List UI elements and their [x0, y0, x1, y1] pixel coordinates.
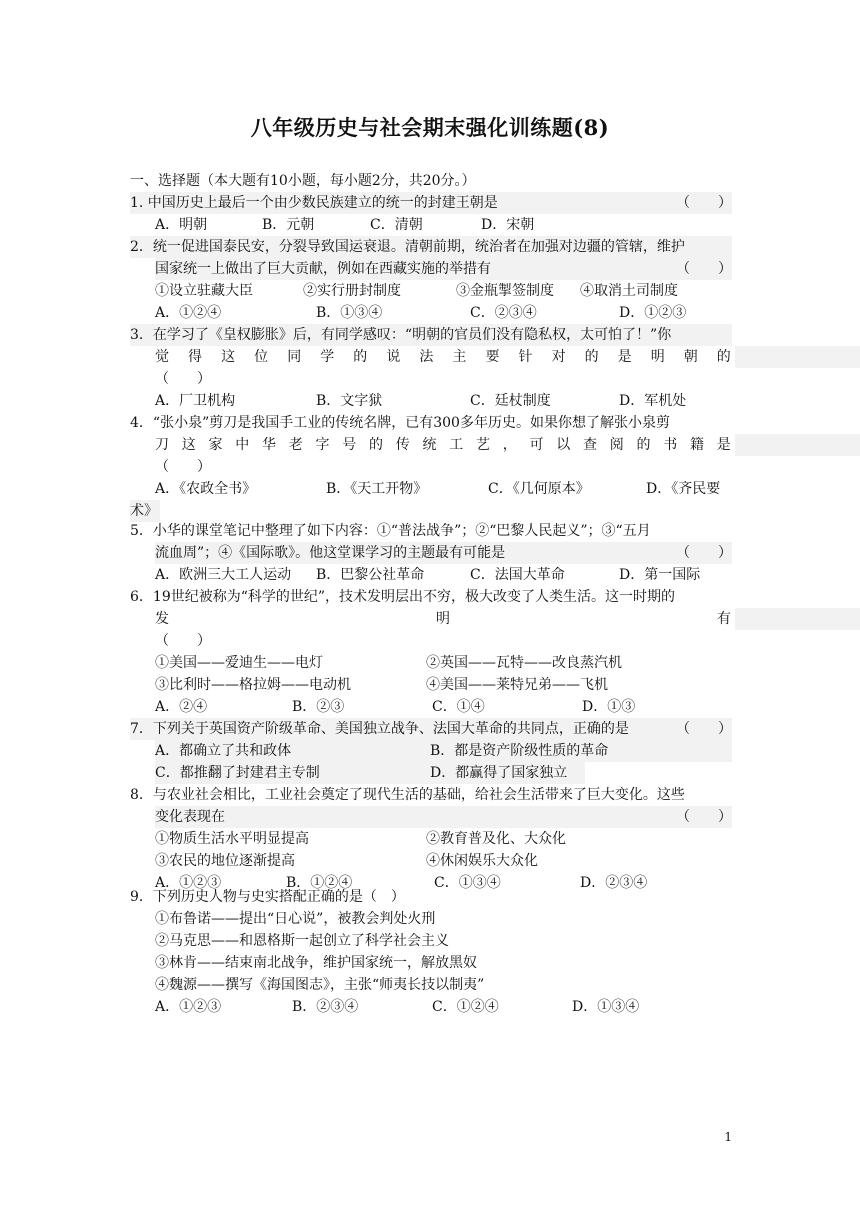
q6-item-3: ③比利时——格拉姆——电动机 [155, 677, 351, 693]
q7-option-a: A．都确立了共和政体 [155, 743, 292, 759]
q5-option-c: C．法国大革命 [470, 567, 565, 583]
q8-item-2: ②教育普及化、大众化 [426, 831, 566, 847]
q3-char: 这 [221, 349, 236, 365]
q2-option-d: D．①②③ [619, 305, 687, 321]
q4-stem-line2 [155, 434, 731, 456]
q4-char: 刀 [155, 437, 169, 453]
q3-option-b: B．文字狱 [316, 393, 383, 409]
q8-option-c: C．①③④ [434, 875, 501, 891]
q4-char: 工 [449, 437, 464, 453]
q3-char: 明 [650, 349, 665, 365]
q4-stem-line1: 4．“张小泉”剪刀是我国手工业的传统名牌，已有300多年历史。如果你想了解张小泉剪 [130, 415, 670, 431]
q3-char: 觉 [155, 349, 169, 365]
q4-char: 传 [395, 437, 410, 453]
q5-option-b: B．巴黎公社革命 [316, 567, 425, 583]
q7-option-b: B．都是资产阶级性质的革命 [430, 743, 609, 759]
q2-item-3: ③金瓶掣签制度 [456, 283, 554, 299]
q1-option-a: A．明朝 [155, 217, 208, 233]
q1-option-c: C．清朝 [370, 217, 423, 233]
q6-option-c: C．①④ [432, 699, 485, 715]
q9-option-a: A．①②③ [155, 999, 222, 1015]
q3-char: 说 [386, 349, 401, 365]
q4-char: 以 [556, 437, 571, 453]
q8-item-3: ③农民的地位逐渐提高 [155, 853, 295, 869]
q3-option-d: D．军机处 [619, 393, 687, 409]
q2-option-c: C．②③④ [470, 305, 537, 321]
q3-char: 得 [188, 349, 203, 365]
q1-answer-blank: （ ） [676, 195, 732, 211]
q5-answer-blank: （ ） [676, 545, 732, 561]
q6-char: 有 [717, 611, 731, 627]
q7-option-c: C．都推翻了封建君主专制 [155, 765, 320, 781]
q4-char: 籍 [690, 437, 704, 453]
q4-char: 这 [181, 437, 196, 453]
q2-item-1: ①设立驻藏大臣 [155, 283, 253, 299]
q6-char: 发 [155, 611, 169, 627]
q4-char: ， [502, 437, 517, 453]
q8-option-b: B．①②④ [286, 875, 353, 891]
q9-item-1: ①布鲁诺——提出“日心说”，被教会判处火刑 [155, 911, 436, 927]
q6-item-2: ②英国——瓦特——改良蒸汽机 [426, 655, 622, 671]
q3-char: 朝 [683, 349, 698, 365]
q8-option-d: D．②③④ [580, 875, 648, 891]
q4-option-b: B．《天工开物》 [326, 481, 428, 497]
q6-option-b: B．②③ [292, 699, 345, 715]
q3-char: 针 [518, 349, 533, 365]
q7-answer-blank: （ ） [676, 721, 732, 737]
q2-stem-line1: 2．统一促进国泰民安，分裂导致国运衰退。清朝前期，统治者在加强对边疆的管辖，维护 [130, 236, 732, 258]
q3-char: 主 [452, 349, 467, 365]
q4-char: 统 [422, 437, 437, 453]
q3-option-c: C．廷杖制度 [470, 393, 551, 409]
q1-option-d: D．宋朝 [481, 217, 535, 233]
q4-char: 字 [315, 437, 330, 453]
q4-char: 艺 [476, 437, 490, 453]
q4-char: 查 [583, 437, 597, 453]
page-number: 1 [724, 1130, 732, 1144]
q5-option-d: D．第一国际 [619, 567, 701, 583]
q8-stem-line2: 变化表现在 [155, 806, 732, 828]
q3-char: 是 [617, 349, 632, 365]
q9-option-b: B．②③④ [292, 999, 359, 1015]
q8-stem-line1: 8．与农业社会相比，工业社会奠定了现代生活的基础，给社会生活带来了巨大变化。这些 [130, 787, 685, 803]
q6-answer-blank: （ ） [155, 633, 211, 649]
q6-item-4: ④美国——莱特兄弟——飞机 [426, 677, 608, 693]
q9-item-2: ②马克思——和恩格斯一起创立了科学社会主义 [155, 933, 449, 949]
q6-stem-line1: 6．19世纪被称为“科学的世纪”，技术发明层出不穷，极大改变了人类生活。这一时期的 [130, 589, 676, 605]
q9-item-4: ④魏源——撰写《海国图志》，主张“师夷长技以制夷” [155, 977, 485, 993]
q2-item-4: ④取消土司制度 [580, 283, 678, 299]
q3-stem-line1: 3．在学习了《皇权膨胀》后，有同学感叹：“明朝的官员们没有隐私权，太可怕了！”你 [130, 324, 732, 346]
q8-answer-blank: （ ） [676, 809, 732, 825]
q3-char: 法 [419, 349, 434, 365]
q9-option-d: D．①③④ [572, 999, 640, 1015]
q9-option-c: C．①②④ [432, 999, 499, 1015]
q6-char: 明 [436, 611, 450, 627]
q9-item-3: ③林肯——结束南北战争，维护国家统一，解放黑奴 [155, 955, 477, 971]
q4-char: 的 [636, 437, 651, 453]
q4-option-c: C．《几何原本》 [488, 481, 590, 497]
q6-stem-line2 [155, 608, 731, 630]
q4-char: 中 [235, 437, 250, 453]
q4-option-d-wrap: 术》 [130, 500, 160, 522]
q3-char: 的 [353, 349, 368, 365]
q6-option-d: D．①③ [582, 699, 636, 715]
q5-option-a: A．欧洲三大工人运动 [155, 567, 292, 583]
q3-char: 的 [584, 349, 599, 365]
q4-option-a: A．《农政全书》 [155, 481, 257, 497]
q5-stem-line1: 5．小华的课堂笔记中整理了如下内容：①“普法战争”；②“巴黎人民起义”；③“五月 [130, 523, 651, 539]
q4-answer-blank: （ ） [155, 459, 211, 475]
q8-item-1: ①物质生活水平明显提高 [155, 831, 309, 847]
q7-option-d: D．都赢得了国家独立 [430, 765, 568, 781]
q2-item-2: ②实行册封制度 [303, 283, 401, 299]
q6-item-1: ①美国——爱迪生——电灯 [155, 655, 323, 671]
q4-char: 家 [208, 437, 223, 453]
q3-char: 要 [485, 349, 500, 365]
q6-shade-tail [735, 608, 860, 630]
q4-shade-tail [735, 434, 860, 456]
q3-answer-blank: （ ） [155, 371, 211, 387]
q4-char: 号 [342, 437, 357, 453]
q1-stem: 1. 中国历史上最后一个由少数民族建立的统一的封建王朝是 [130, 192, 732, 214]
q3-char: 学 [320, 349, 335, 365]
q3-char: 位 [254, 349, 269, 365]
q4-char: 书 [663, 437, 678, 453]
q1-option-b: B．元朝 [262, 217, 315, 233]
q3-char: 的 [716, 349, 731, 365]
q4-char: 华 [262, 437, 276, 453]
q4-char: 可 [529, 437, 544, 453]
q3-shade-tail [735, 346, 860, 368]
q6-option-a: A．②④ [155, 699, 208, 715]
section-heading: 一、选择题（本大题有10小题，每小题2分，共20分。） [130, 173, 476, 189]
q5-stem-line2: 流血周”；④《国际歌》。他这堂课学习的主题最有可能是 [155, 542, 732, 564]
q7-stem: 7．下列关于英国资产阶级革命、美国独立战争、法国大革命的共同点，正确的是 [130, 718, 732, 740]
q8-option-a: A．①②③ [155, 875, 222, 891]
q2-option-b: B．①③④ [316, 305, 383, 321]
q2-option-a: A．①②④ [155, 305, 222, 321]
page-title: 八年级历史与社会期末强化训练题(8) [250, 115, 610, 140]
q4-option-d: D．《齐民要 [646, 481, 721, 497]
q3-stem-line2 [155, 346, 731, 368]
q9-stem: 9．下列历史人物与史实搭配正确的是（ ） [130, 889, 405, 905]
q4-char: 老 [288, 437, 303, 453]
q3-char: 同 [287, 349, 302, 365]
q2-answer-blank: （ ） [676, 261, 732, 277]
q8-item-4: ④休闲娱乐大众化 [426, 853, 538, 869]
q4-char: 的 [369, 437, 383, 453]
q2-stem-line2: 国家统一上做出了巨大贡献，例如在西藏实施的举措有 [155, 258, 732, 280]
q4-char: 是 [716, 437, 731, 453]
q3-option-a: A．厂卫机构 [155, 393, 236, 409]
q4-char: 阅 [609, 437, 624, 453]
q3-char: 对 [551, 349, 566, 365]
